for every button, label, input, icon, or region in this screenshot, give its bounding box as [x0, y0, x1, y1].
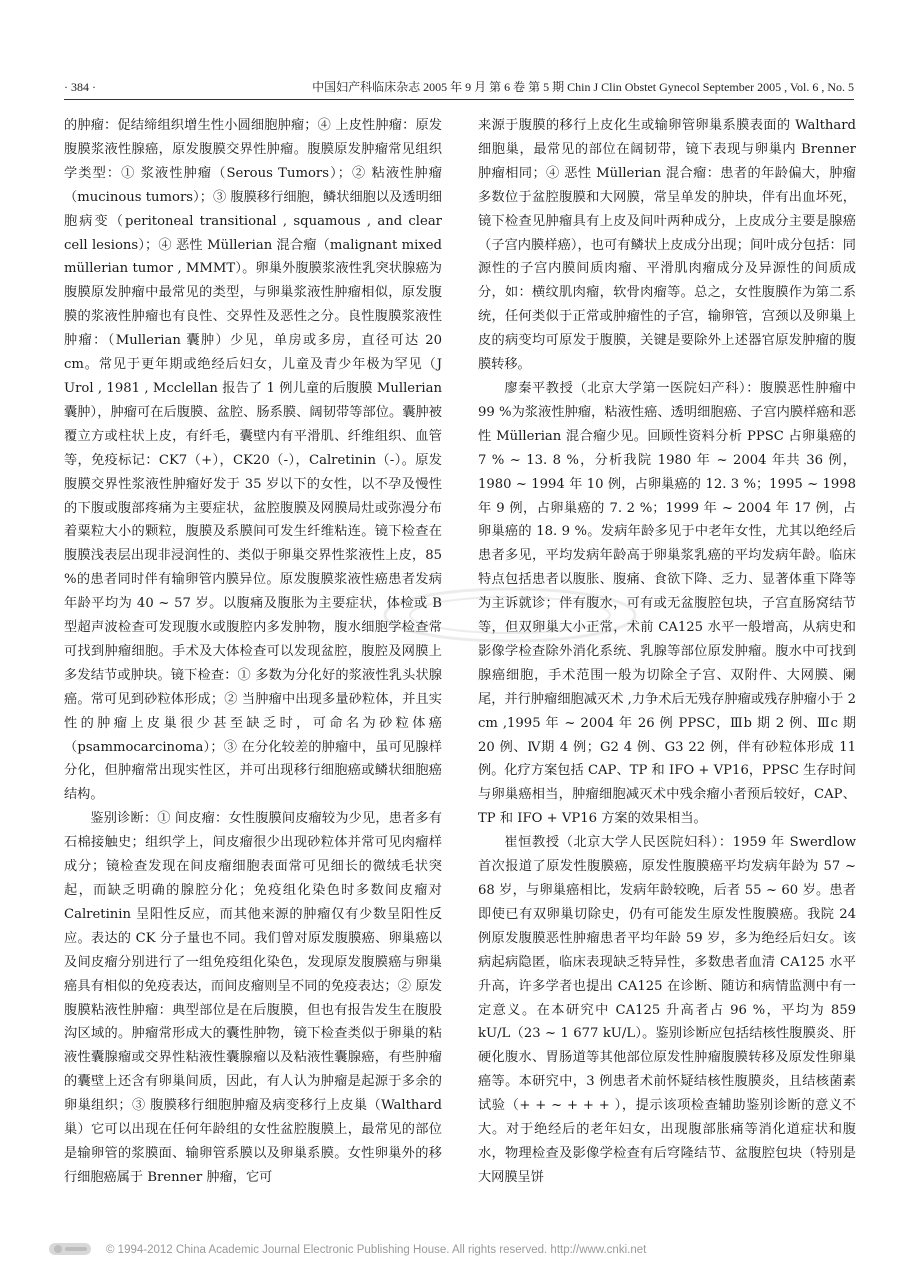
right-paragraph-2: 廖秦平教授（北京大学第一医院妇产科）：腹膜恶性肿瘤中 99 %为浆液性肿瘤，粘液性癌、透明细胞癌、子宫内膜样癌和恶性 Müllerian 混合瘤少见。回顾性资料分析 PPSC 占卵巢癌的 7 % ~ 13. 8 %，分析我院 1980 年 ~ 2004 年共 36 例，1980 ~ 1994 年 10 例，占卵巢癌的 12. 3 %；1995 ~ 1998 年 9 例，占卵巢癌的 7. 2 %；1999 年 ~ 2004 年 17 例，占卵巢癌的 18. 9 %。发病年龄多见于中老年女性，尤其以绝经后患者多见，平均发病年龄高于卵巢浆乳癌的平均发病年龄。临床特点包括患者以腹胀、腹痛、食欲下降、乏力、显著体重下降等为主诉就诊；伴有腹水，可有或无盆腹腔包块，子宫直肠窝结节等，但双卵巢大小正常，术前 CA125 水平一般增高，从病史和影像学检查除外消化系统、乳腺等部位原发肿瘤。腹水中可找到腺癌细胞，手术范围一般为切除全子宫、双附件、大网膜、阑尾，并行肿瘤细胞减灭术 ,力争术后无残存肿瘤或残存肿瘤小于 2 cm ,1995 年 ~ 2004 年 26 例 PPSC，Ⅲb 期 2 例、Ⅲc 期 20 例、Ⅳ期 4 例；G2 4 例、G3 22 例，伴有砂粒体形成 11 例。化疗方案包括 CAP、TP 和 IFO + VP16，PPSC 生存时间与卵巢癌相当，肿瘤细胞减灭术中残余瘤小者预后较好，CAP、TP 和 IFO + VP16 方案的效果相当。 — [478, 380, 856, 827]
left-paragraph-2: 鉴别诊断：① 间皮瘤：女性腹膜间皮瘤较为少见，患者多有石棉接触史；组织学上，间皮瘤很少出现砂粒体并常可见肉瘤样成分；镜检查发现在间皮瘤细胞表面常可见细长的微绒毛状突起，而缺乏明确的腺腔分化；免疫组化染色时多数间皮瘤对 Calretinin 呈阳性反应，而其他来源的肿瘤仅有少数呈阳性反应。表达的 CK 分子量也不同。我们曾对原发腹膜癌、卵巢癌以及间皮瘤分别进行了一组免疫组化染色，发现原发腹膜癌与卵巢癌具有相似的免疫表达，而间皮瘤则呈不同的免疫表达；② 原发腹膜粘液性肿瘤：典型部位是在后腹膜，但也有报告发生在腹股沟区域的。肿瘤常形成大的囊性肿物，镜下检查类似于卵巢的粘液性囊腺瘤或交界性粘液性囊腺瘤以及粘液性囊腺癌，有些肿瘤的囊壁上还含有卵巢间质，因此，有人认为肿瘤是起源于多余的卵巢组织；③ 腹膜移行细胞肿瘤及病变移行上皮巢（Walthard 巢）它可以出现在任何年龄组的女性盆腔腹膜上，最常见的部位是输卵管的浆膜面、输卵管系膜以及卵巢系膜。女性卵巢外的移行细胞癌属于 Brenner 肿瘤，它可 — [64, 811, 442, 1185]
journal-citation: 中国妇产科临床杂志 2005 年 9 月 第 6 卷 第 5 期 Chin J Clin Obstet Gynecol September 2005 , Vol. 6 , No. 5 — [312, 80, 854, 94]
header-rule — [64, 99, 854, 100]
left-paragraph-1: 的肿瘤：促结缔组织增生性小圆细胞肿瘤；④ 上皮性肿瘤：原发腹膜浆液性腺癌，原发腹膜交界性肿瘤。腹膜原发肿瘤常见组织学类型：① 浆液性肿瘤（Serous Tumors）；② 粘液性肿瘤（mucinous tumors）；③ 腹膜移行细胞，鳞状细胞以及透明细胞病变（peritoneal transitional , squamous , and clear cell lesions）；④ 恶性 Müllerian 混合瘤（malignant mixed müllerian tumor , MMMT）。卵巢外腹膜浆液性乳突状腺癌为腹膜原发肿瘤中最常见的类型，与卵巢浆液性肿瘤相似，原发腹膜的浆液性肿瘤也有良性、交界性及恶性之分。良性腹膜浆液性肿瘤：（Mullerian 囊肿）少见，单房或多房，直径可达 20 cm。常见于更年期或绝经后妇女，儿童及青少年极为罕见（J Urol , 1981 , Mcclellan 报告了 1 例儿童的后腹膜 Mullerian 囊肿），肿瘤可在后腹膜、盆腔、肠系膜、阔韧带等部位。囊肿被覆立方或柱状上皮，有纤毛，囊壁内有平滑肌、纤维组织、血管等，免疫标记：CK7（+），CK20（-），Calretinin（-）。原发腹膜交界性浆液性肿瘤好发于 35 岁以下的女性，以不孕及慢性的下腹或腹部疼痛为主要症状，盆腔腹膜及网膜局灶或弥漫分布着粟粒大小的颗粒，腹膜及系膜间可发生纤维粘连。镜下检查在腹膜浅表层出现非浸润性的、类似于卵巢交界性浆液性上皮，85 %的患者同时伴有输卵管内膜异位。原发腹膜浆液性癌患者发病年龄平均为 40 ~ 57 岁。以腹痛及腹胀为主要症状，体检或 B 型超声波检查可发现腹水或腹腔内多发肿物，腹水细胞学检查常可找到肿瘤细胞。手术及大体检查可以发现盆腔，腹腔及网膜上多发结节或肿块。镜下检查：① 多数为分化好的浆液性乳头状腺癌。常可见到砂粒体形成；② 当肿瘤中出现多量砂粒体，并且实性的肿瘤上皮巢很少甚至缺乏时，可命名为砂粒体癌（psammocarcinoma）；③ 在分化较差的肿瘤中，虽可见腺样分化，但肿瘤常出现实性区，并可出现移行细胞癌或鳞状细胞癌结构。 — [64, 118, 442, 803]
right-paragraph-1: 来源于腹膜的移行上皮化生或输卵管卵巢系膜表面的 Walthard 细胞巢，最常见的部位在阔韧带，镜下表现与卵巢内 Brenner 肿瘤相同；④ 恶性 Müllerian 混合瘤：患者的年龄偏大，肿瘤多数位于盆腔腹膜和大网膜，常呈单发的肿块，伴有出血坏死，镜下检查见肿瘤具有上皮及间叶两种成分，上皮成分主要是腺癌（子宫内膜样癌），也可有鳞状上皮成分出现；间叶成分包括：同源性的子宫内膜间质肉瘤、平滑肌肉瘤成分及异源性的间质成分，如：横纹肌肉瘤，软骨肉瘤等。总之，女性腹膜作为第二系统，任何类似于正常或肿瘤性的子宫，输卵管，宫颈以及卵巢上皮的病变均可原发于腹膜，关键是要除外上述器官原发肿瘤的腹膜转移。 — [478, 118, 856, 373]
right-column — [478, 114, 856, 1244]
copyright-notice: © 1994-2012 China Academic Journal Electronic Publishing House. All rights reserved. http://www.cnki.net — [106, 1244, 647, 1256]
page-number: · 384 · — [64, 80, 96, 94]
right-paragraph-3: 崔恒教授（北京大学人民医院妇科）：1959 年 Swerdlow 首次报道了原发性腹膜癌，原发性腹膜癌平均发病年龄为 57 ~ 68 岁，与卵巢癌相比，发病年龄较晚，后者 55 ~ 60 岁。患者即使已有双卵巢切除史，仍有可能发生原发性腹膜癌。我院 24 例原发腹膜恶性肿瘤患者平均年龄 59 岁，多为绝经后妇女。该病起病隐匿，临床表现缺乏特异性，多数患者血清 CA125 水平升高，许多学者也提出 CA125 在诊断、随访和病情监测中有一定意义。在本研究中 CA125 升高者占 96 %，平均为 859 kU/L（23 ~ 1 677 kU/L）。鉴别诊断应包括结核性腹膜炎、肝硬化腹水、胃肠道等其他部位原发性肿瘤腹膜转移及原发性卵巢癌等。本研究中，3 例患者术前怀疑结核性腹膜炎，且结核菌素试验（+ + ~ + + + ），提示该项检查辅助鉴别诊断的意义不大。对于绝经后的老年妇女，出现腹部胀痛等消化道症状和腹水，物理检查及影像学检查有后穹隆结节、盆腹腔包块（特别是大网膜呈饼 — [478, 835, 856, 1185]
publisher-logo-icon — [48, 1241, 92, 1257]
footer — [48, 1239, 848, 1261]
running-header — [64, 76, 854, 98]
left-column — [64, 114, 442, 1244]
